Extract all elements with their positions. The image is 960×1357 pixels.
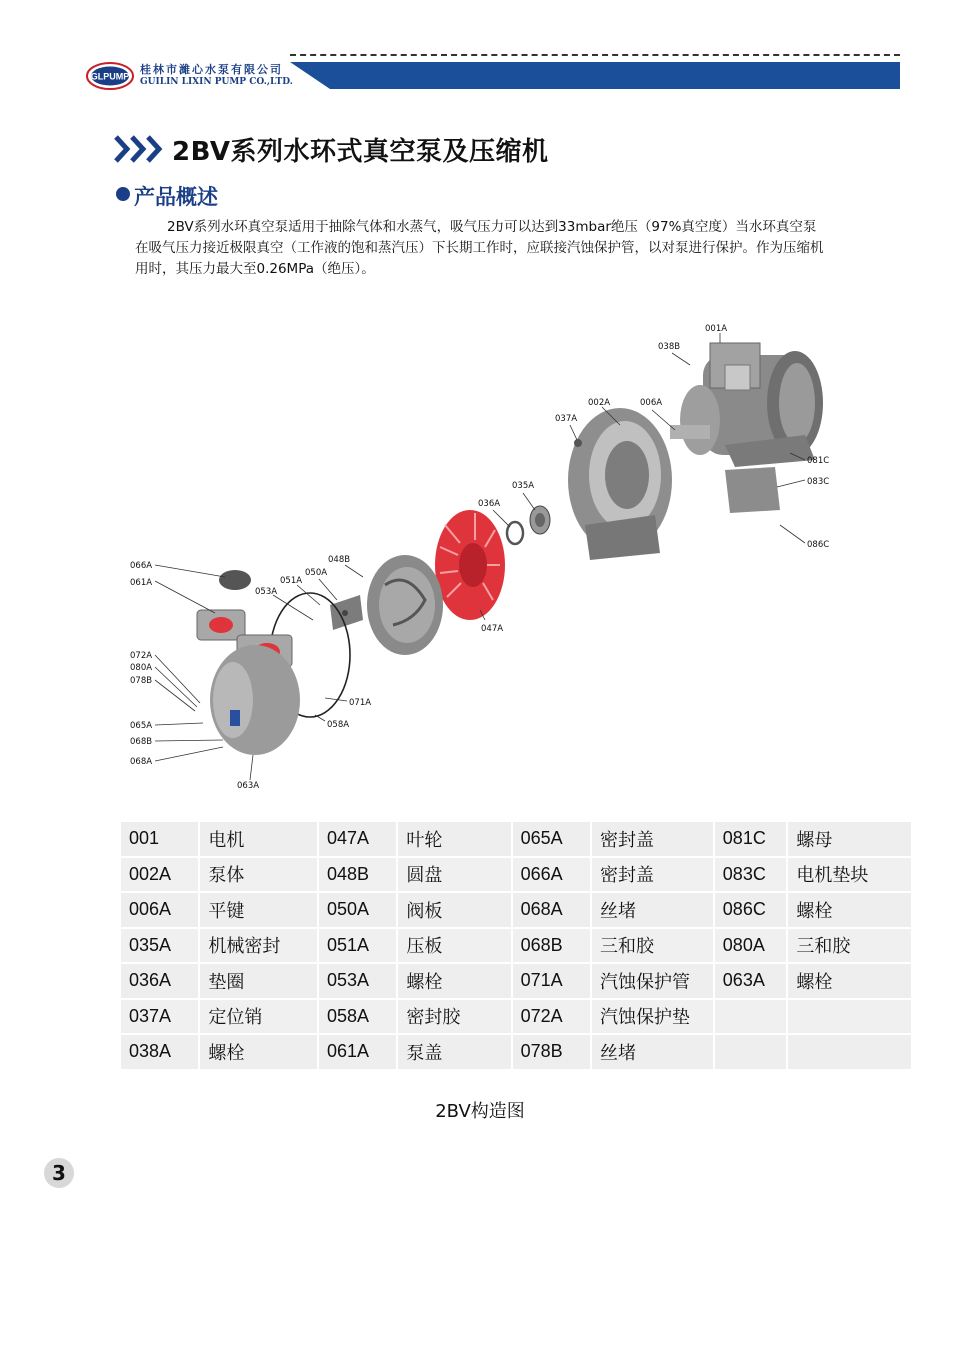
page-title: 2BV系列水环式真空泵及压缩机 [172,137,549,167]
part-name: 螺栓 [398,964,512,1000]
label-078B: 078B [130,676,153,686]
part-name: 垫圈 [200,964,319,1000]
part-name: 圆盘 [398,858,512,894]
part-code: 080A [715,929,789,965]
label-035A: 035A [512,481,535,491]
valve-plate-drawing [330,595,363,630]
bullet-icon [116,187,130,201]
part-code: 063A [715,964,789,1000]
part-name: 丝堵 [592,1035,715,1071]
part-name: 阀板 [398,893,512,929]
label-051A: 051A [280,576,303,586]
label-065A: 065A [130,721,153,731]
part-name [788,1000,913,1036]
header-banner [290,62,900,89]
part-name: 三和胶 [592,929,715,965]
label-053A: 053A [255,587,278,597]
company-name-en: GUILIN LIXIN PUMP CO.,LTD. [140,77,293,87]
part-name: 泵体 [200,858,319,894]
part-code: 037A [121,1000,200,1036]
part-code: 002A [121,858,200,894]
part-name: 汽蚀保护管 [592,964,715,1000]
intro-paragraph: 2BV系列水环真空泵适用于抽除气体和水蒸气，吸气压力可以达到33mbar绝压（97%真空度）当水环真空泵在吸气压力接近极限真空（工作液的饱和蒸汽压）下长期工作时，应联接汽蚀保护管，以对泵进行保护。作为压缩机用时，其压力最大至0.26MPa（绝压）。 [135,219,824,277]
pump-casing-drawing [197,570,303,755]
part-code: 072A [513,1000,592,1036]
part-code: 051A [319,929,398,965]
part-name: 平键 [200,893,319,929]
part-code: 066A [513,858,592,894]
label-037A: 037A [555,414,578,424]
logo-text: GLPUMP [90,71,130,82]
part-name: 三和胶 [788,929,913,965]
label-063A: 063A [237,781,260,791]
part-code: 061A [319,1035,398,1071]
part-code [715,1035,789,1071]
part-code: 053A [319,964,398,1000]
section-heading: 产品概述 [134,185,218,209]
table-row [121,964,913,1000]
label-047A: 047A [481,624,504,634]
chevron-icon [114,134,166,164]
parts-table [121,822,913,1071]
part-name: 螺母 [788,822,913,858]
part-code [715,1000,789,1036]
impeller-drawing [435,510,505,620]
part-code: 078B [513,1035,592,1071]
part-name: 定位销 [200,1000,319,1036]
part-name: 螺栓 [200,1035,319,1071]
part-name: 螺栓 [788,964,913,1000]
table-row [121,893,913,929]
part-code: 048B [319,858,398,894]
part-name: 叶轮 [398,822,512,858]
label-068A: 068A [130,757,153,767]
motor-drawing [670,343,823,513]
part-name: 机械密封 [200,929,319,965]
part-code: 038A [121,1035,200,1071]
part-name: 电机垫块 [788,858,913,894]
exploded-diagram [115,315,845,800]
label-081C: 081C [807,456,830,466]
company-name-cn: 桂林市濰心水泵有限公司 [140,63,283,76]
disc-drawing [367,555,443,655]
label-002A: 002A [588,398,611,408]
label-050A: 050A [305,568,328,578]
part-code: 068B [513,929,592,965]
label-061A: 061A [130,578,153,588]
table-row [121,1000,913,1036]
label-080A: 080A [130,663,153,673]
part-name [788,1035,913,1071]
label-058A: 058A [327,720,350,730]
label-038B: 038B [658,342,681,352]
label-072A: 072A [130,651,153,661]
label-006A: 006A [640,398,663,408]
part-code: 081C [715,822,789,858]
table-row [121,822,913,858]
label-086C: 086C [807,540,830,550]
part-name: 螺栓 [788,893,913,929]
part-name: 电机 [200,822,319,858]
part-code: 068A [513,893,592,929]
header-dashed-line [290,54,900,56]
page-number: 3 [44,1158,74,1188]
part-name: 密封盖 [592,822,715,858]
label-071A: 071A [349,698,372,708]
figure-caption: 2BV构造图 [435,1101,525,1122]
part-code: 071A [513,964,592,1000]
label-001A: 001A [705,324,728,334]
label-066A: 066A [130,561,153,571]
part-name: 密封胶 [398,1000,512,1036]
mechanical-seal-drawing [507,506,550,544]
label-083C: 083C [807,477,830,487]
part-code: 083C [715,858,789,894]
part-name: 密封盖 [592,858,715,894]
pump-body-drawing [568,408,672,560]
part-name: 丝堵 [592,893,715,929]
part-code: 086C [715,893,789,929]
part-code: 035A [121,929,200,965]
table-row [121,929,913,965]
part-code: 058A [319,1000,398,1036]
part-code: 001 [121,822,200,858]
part-name: 泵盖 [398,1035,512,1071]
part-code: 036A [121,964,200,1000]
part-name: 汽蚀保护垫 [592,1000,715,1036]
label-048B: 048B [328,555,351,565]
label-036A: 036A [478,499,501,509]
table-row [121,1035,913,1071]
company-logo [86,62,134,90]
table-row [121,858,913,894]
part-name: 压板 [398,929,512,965]
part-code: 047A [319,822,398,858]
part-code: 006A [121,893,200,929]
part-code: 050A [319,893,398,929]
part-code: 065A [513,822,592,858]
label-068B: 068B [130,737,153,747]
